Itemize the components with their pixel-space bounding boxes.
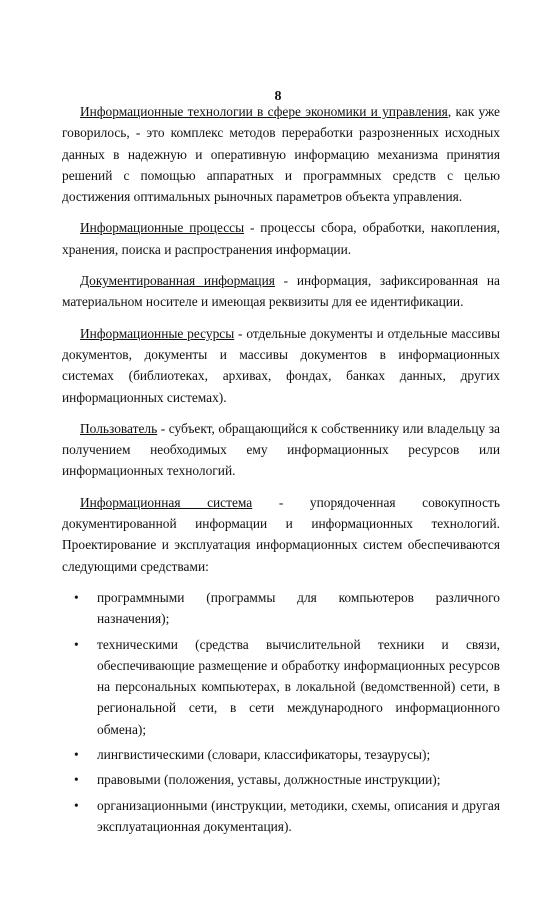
definition-term: Пользователь [80,420,158,436]
definition-text: - процессы сбора, обработки, накопления, хранения, поиска и распространения информации. [62,220,501,257]
page-number: 8 [274,89,282,104]
bullet-icon: • [74,772,79,788]
definition-text: - субъект, обращающийся к собственнику или владельцу за получением необходимых ему информационных ресурсов или информационных технологий. [62,420,500,479]
definition-paragraph [62,217,500,260]
bullet-icon: • [74,589,79,605]
definition-term: Информационные процессы [80,220,245,236]
list-item [62,769,500,790]
list-item [62,634,500,740]
definition-text: , как уже говорилось, - это комплекс методов переработки разрозненных исходных данных в надежную и оперативную информацию механизма принятия решений с помощью аппаратных и программных средств с целью достижения оптимальных рыночных параметров объекта управления. [62,104,500,205]
definition-paragraph [62,270,500,313]
definition-term: Информационные технологии в сфере экономики и управления [80,104,448,119]
bullet-icon: • [74,636,79,652]
list-item [62,587,500,630]
list-item [62,795,500,838]
definition-paragraph [62,323,500,408]
definition-term: Информационные ресурсы [80,325,235,341]
bullet-icon: • [74,797,79,813]
definition-text: - упорядоченная совокупность документированной информации и информационных технологий. Проектирование и эксплуатация информационных систем обеспечиваются следующими средствами: [62,494,500,574]
list-item-text: лингвистическими (словари, классификаторы, тезаурусы); [97,747,431,763]
list-item-text: техническими (средства вычислительной техники и связи, обеспечивающие размещение и обработку информационных ресурсов на персональных компьютерах, в локальной (ведомственной) сети, в региональной сети, в сети международного информационного обмена); [97,636,500,737]
bullet-icon: • [74,747,79,763]
definition-term: Информационная система [80,494,253,510]
list-item-text: программными (программы для компьютеров различного назначения); [97,589,500,627]
definition-paragraph [62,101,500,207]
list-item [62,744,500,765]
document-body [62,101,500,841]
definition-text: - отдельные документы и отдельные массивы документов, документы и массивы документов в информационных системах (библиотеках, архивах, фондах, банках данных, других информационных системах). [62,325,500,405]
list-item-text: правовыми (положения, уставы, должностные инструкции); [97,772,441,788]
definition-term: Документированная информация [80,273,275,289]
definition-text: - информация, зафиксированная на материальном носителе и имеющая реквизиты для ее идентификации. [62,273,501,310]
means-list [62,587,500,837]
definition-paragraph [62,418,500,482]
definition-paragraph [62,492,500,577]
list-item-text: организационными (инструкции, методики, схемы, описания и другая эксплуатационная документация). [97,797,500,834]
